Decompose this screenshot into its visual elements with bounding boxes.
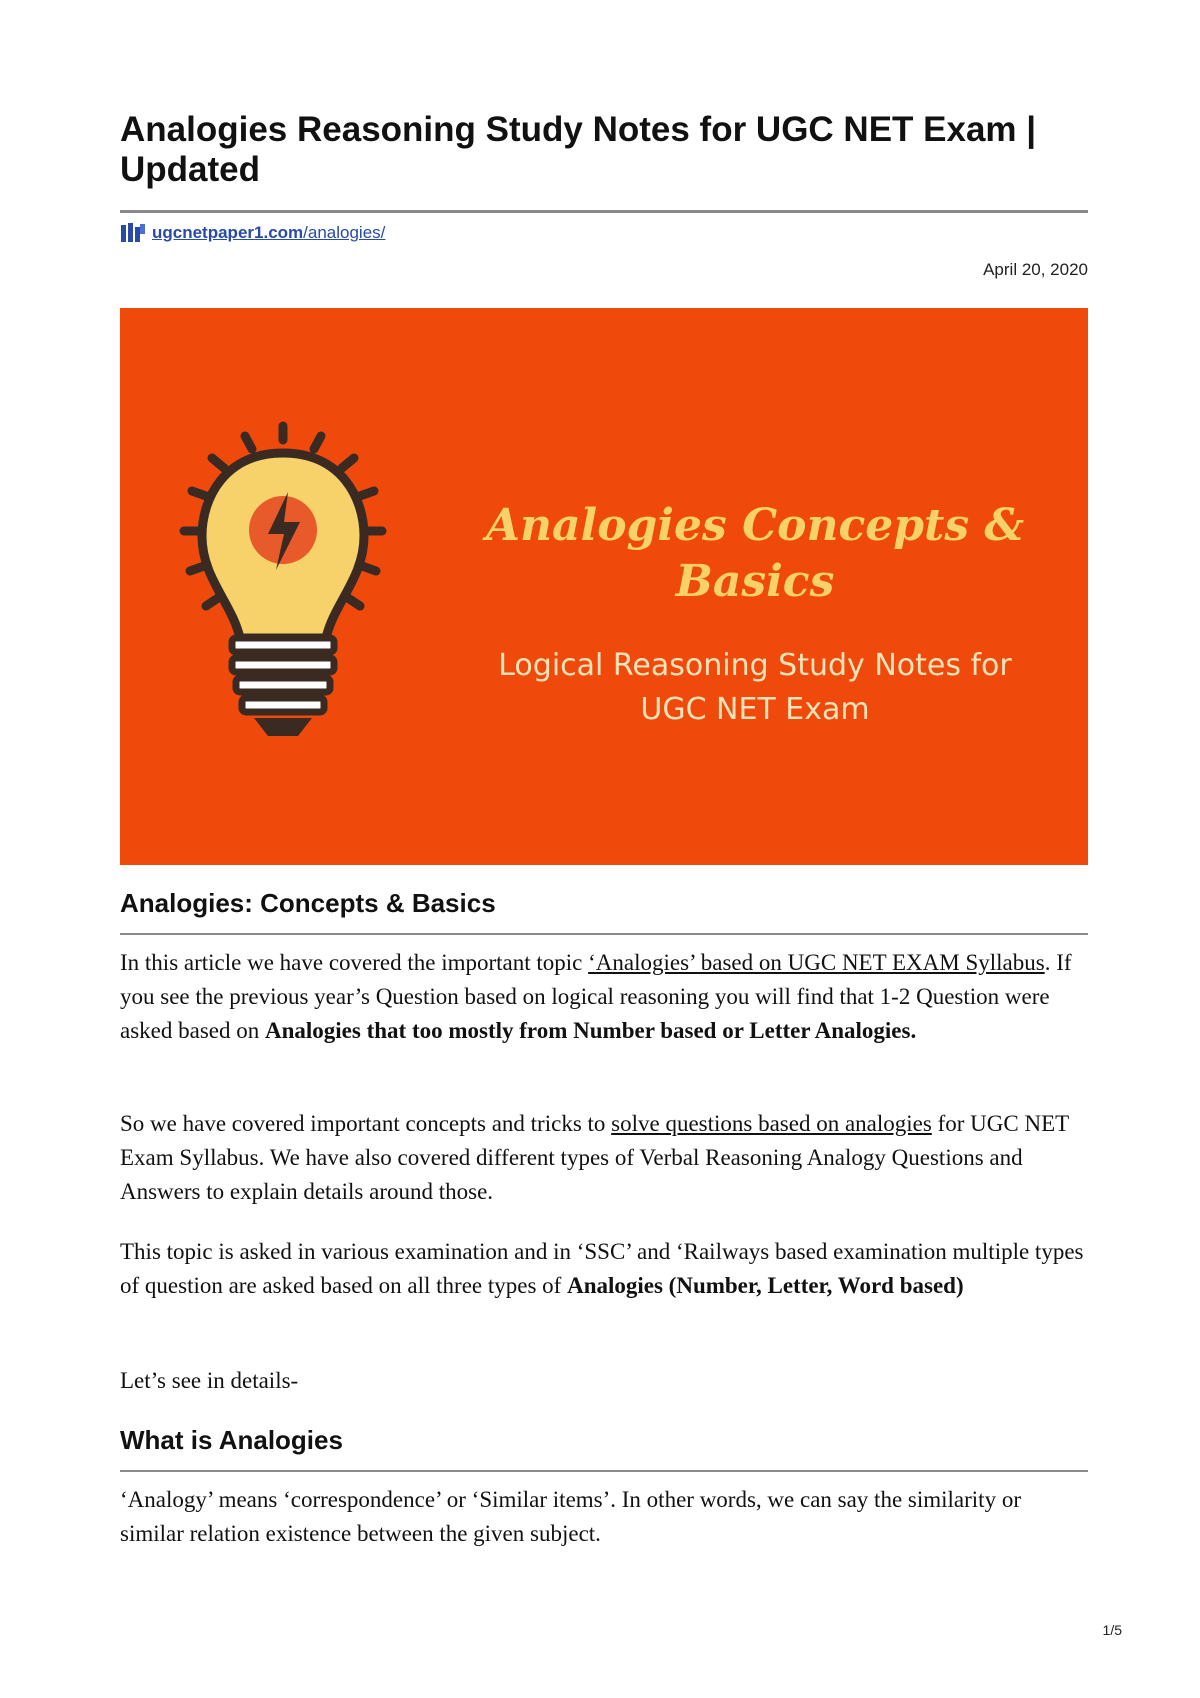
analogies-syllabus-link[interactable]: ‘Analogies’ based on UGC NET EXAM Syllabus bbox=[588, 950, 1045, 975]
publish-date: April 20, 2020 bbox=[983, 260, 1088, 279]
section-divider-what bbox=[120, 1470, 1088, 1472]
concepts-p2-text-1: So we have covered important concepts and tricks to bbox=[120, 1111, 612, 1136]
concepts-p3-text-1: This topic is asked in various examination and in ‘SSC’ and ‘Railways based examination multiple types of question are asked based on all three types of bbox=[120, 1239, 1084, 1298]
hero-heading: Analogies Concepts & Basics bbox=[485, 500, 1025, 607]
concepts-p2-text-2: for UGC NET Exam Syllabus. We have also covered different types of Verbal Reasoning Analogy Questions and Answers to explain details around those. bbox=[120, 1111, 1069, 1204]
site-logo-icon bbox=[120, 222, 146, 244]
page-number: 1/5 bbox=[1102, 1622, 1122, 1638]
concepts-p1-text-1: In this article we have covered the important topic bbox=[120, 950, 589, 975]
hero-banner bbox=[120, 308, 1088, 865]
concepts-p1-bold: Analogies that too mostly from Number based or Letter Analogies. bbox=[265, 1018, 917, 1043]
what-paragraph-1: ‘Analogy’ means ‘correspondence’ or ‘Similar items’. In other words, we can say the similarity or similar relation existence between the given subject. bbox=[120, 1487, 1021, 1546]
section-heading-what: What is Analogies bbox=[120, 1425, 343, 1455]
concepts-p3-bold: Analogies (Number, Letter, Word based) bbox=[567, 1273, 964, 1298]
solve-questions-link[interactable]: solve questions based on analogies bbox=[611, 1111, 932, 1136]
concepts-paragraph-2 bbox=[120, 1107, 1088, 1209]
concepts-p1-text-2: . If you see the previous year’s Question based on logical reasoning you will find that 1-2 Question were asked based on bbox=[120, 950, 1072, 1043]
hero-subheading bbox=[430, 644, 1080, 732]
hero-subheading-line2: UGC NET Exam bbox=[640, 692, 870, 727]
source-line bbox=[120, 220, 385, 246]
title-divider bbox=[120, 210, 1088, 213]
article-title: Analogies Reasoning Study Notes for UGC NET Exam | Updated bbox=[120, 110, 1037, 189]
section-divider-concepts bbox=[120, 933, 1088, 935]
concepts-paragraph-4: Let’s see in details- bbox=[120, 1368, 299, 1393]
hero-text-block bbox=[430, 498, 1080, 732]
source-domain: ugcnetpaper1.com bbox=[152, 223, 304, 242]
source-path: /analogies/ bbox=[303, 223, 386, 242]
hero-subheading-line1: Logical Reasoning Study Notes for bbox=[498, 648, 1012, 683]
section-heading-concepts: Analogies: Concepts & Basics bbox=[120, 888, 496, 918]
source-url-link[interactable] bbox=[152, 223, 385, 243]
concepts-paragraph-1 bbox=[120, 946, 1088, 1048]
concepts-paragraph-3 bbox=[120, 1235, 1088, 1303]
